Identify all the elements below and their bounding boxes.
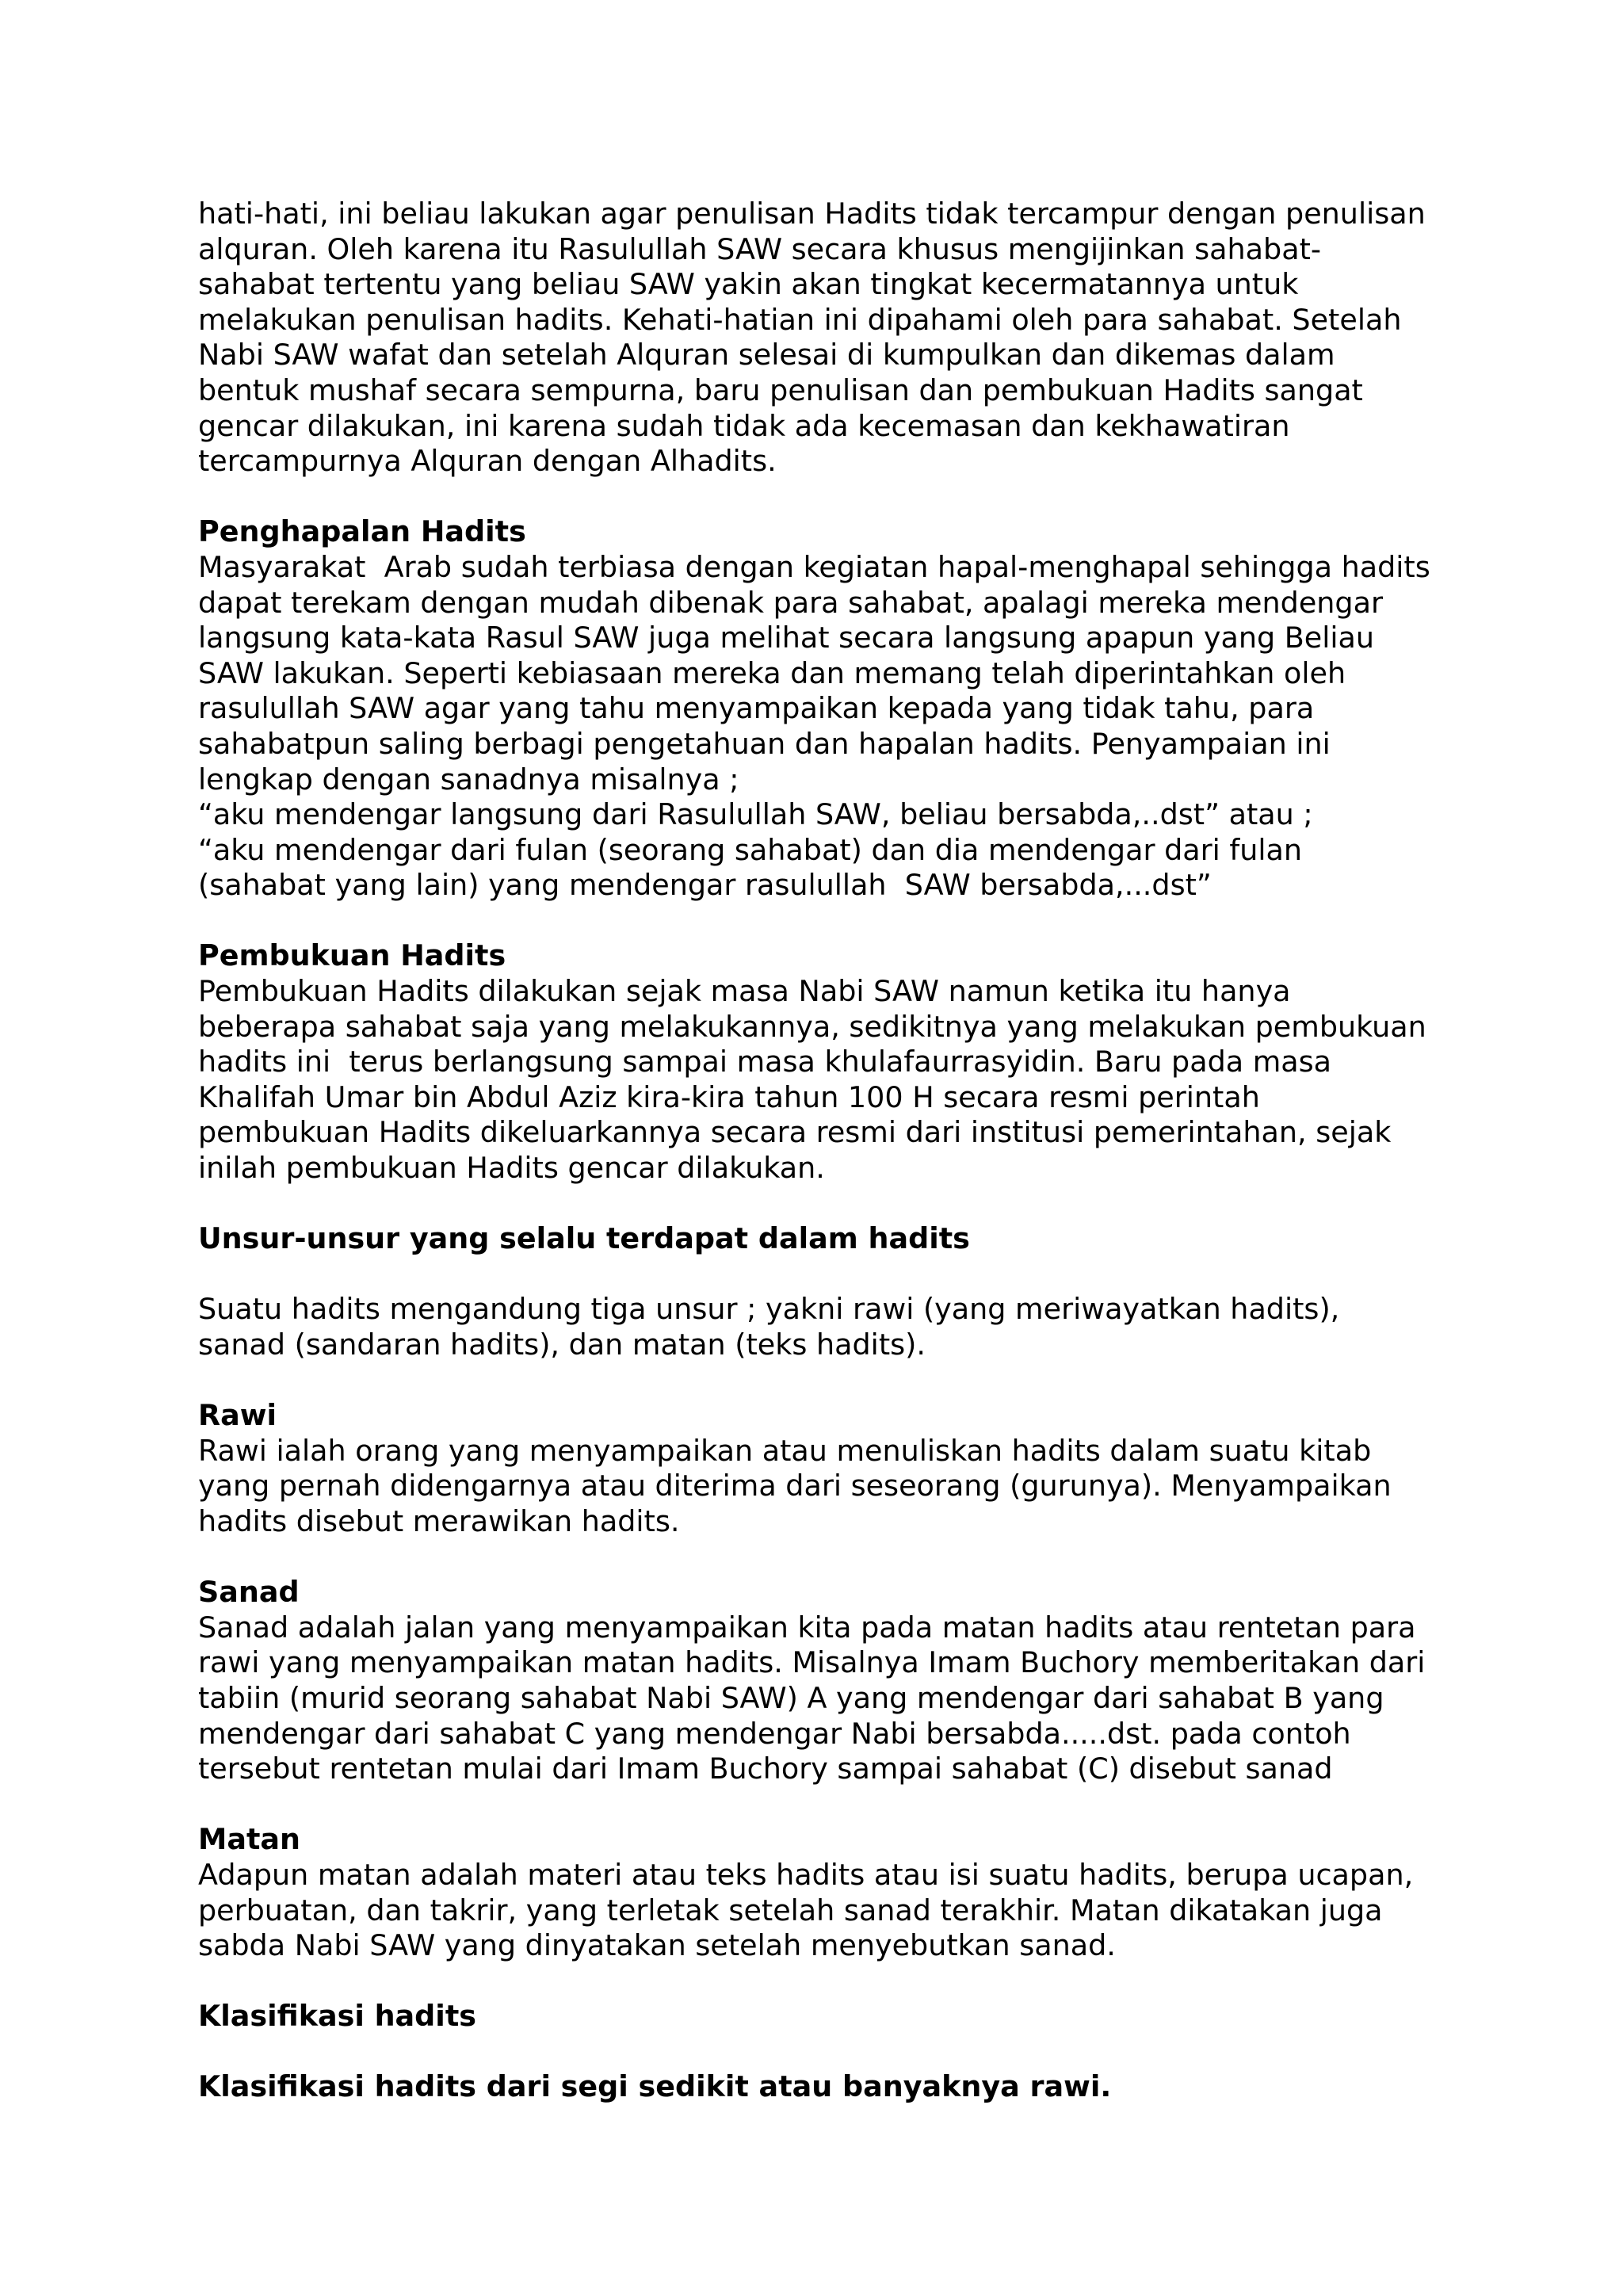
paragraph-line: sanad (sandaran hadits), dan matan (teks hadits). — [198, 1328, 926, 1362]
paragraph-line: beberapa sahabat saja yang melakukannya, sedikitnya yang melakukan pembukuan — [198, 1009, 1426, 1044]
section-sanad — [198, 1575, 1450, 1787]
section-matan — [198, 1822, 1450, 1963]
spacer — [198, 2034, 1450, 2070]
paragraph-line: Masyarakat Arab sudah terbiasa dengan kegiatan hapal-menghapal sehingga hadits — [198, 549, 1430, 584]
paragraph-line: yang pernah didengarnya atau diterima dari seseorang (gurunya). Menyampaikan — [198, 1469, 1392, 1503]
paragraph-line: melakukan penulisan hadits. Kehati-hatian ini dipahami oleh para sahabat. Setelah — [198, 302, 1402, 337]
paragraph-line: Rawi ialah orang yang menyampaikan atau menuliskan hadits dalam suatu kitab — [198, 1433, 1372, 1468]
paragraph-line: Sanad adalah jalan yang menyampaikan kita pada matan hadits atau rentetan para — [198, 1610, 1416, 1645]
paragraph-line: SAW lakukan. Seperti kebiasaan mereka dan memang telah diperintahkan oleh — [198, 655, 1346, 690]
section-heading: Klasifikasi hadits — [198, 1999, 476, 2034]
paragraph-line: Nabi SAW wafat dan setelah Alquran selesai di kumpulkan dan dikemas dalam — [198, 338, 1335, 372]
spacer — [198, 1186, 1450, 1222]
paragraph-line: Pembukuan Hadits dilakukan sejak masa Nabi SAW namun ketika itu hanya — [198, 974, 1291, 1009]
paragraph-line: alquran. Oleh karena itu Rasulullah SAW secara khusus mengijinkan sahabat- — [198, 231, 1322, 266]
section-heading: Matan — [198, 1822, 301, 1857]
spacer — [198, 1257, 1450, 1293]
section-heading: Rawi — [198, 1398, 277, 1433]
section-pembukuan — [198, 938, 1450, 1186]
section-klasifikasi — [198, 1999, 1450, 2105]
spacer — [198, 1363, 1450, 1399]
quote-line: “aku mendengar dari fulan (seorang sahabat) dan dia mendengar dari fulan — [198, 832, 1302, 867]
paragraph-line: langsung kata-kata Rasul SAW juga melihat secara langsung apapun yang Beliau — [198, 621, 1375, 655]
paragraph-line: tercampurnya Alquran dengan Alhadits. — [198, 444, 777, 479]
paragraph-line: gencar dilakukan, ini karena sudah tidak ada kecemasan dan kekhawatiran — [198, 408, 1290, 443]
document-page — [198, 197, 1450, 2105]
paragraph-line: hati-hati, ini beliau lakukan agar penulisan Hadits tidak tercampur dengan penulisan — [198, 197, 1426, 231]
paragraph-line: bentuk mushaf secara sempurna, baru penulisan dan pembukuan Hadits sangat — [198, 372, 1363, 407]
section-penghapalan — [198, 514, 1450, 904]
quote-line: “aku mendengar langsung dari Rasulullah SAW, beliau bersabda,..dst” atau ; — [198, 797, 1313, 832]
paragraph-line: hadits ini terus berlangsung sampai masa khulafaurrasyidin. Baru pada masa — [198, 1045, 1332, 1079]
intro-paragraph — [198, 197, 1450, 479]
quote-line: (sahabat yang lain) yang mendengar rasulullah SAW bersabda,...dst” — [198, 868, 1212, 903]
paragraph-line: hadits disebut merawikan hadits. — [198, 1503, 680, 1538]
paragraph-line: perbuatan, dan takrir, yang terletak setelah sanad terakhir. Matan dikatakan juga — [198, 1893, 1383, 1927]
paragraph-line: tersebut rentetan mulai dari Imam Buchory sampai sahabat (C) disebut sanad — [198, 1752, 1333, 1786]
paragraph-line: dapat terekam dengan mudah dibenak para sahabat, apalagi mereka mendengar — [198, 585, 1383, 620]
paragraph-line: sahabat tertentu yang beliau SAW yakin akan tingkat kecermatannya untuk — [198, 267, 1299, 302]
paragraph-line: rasulullah SAW agar yang tahu menyampaikan kepada yang tidak tahu, para — [198, 691, 1315, 726]
section-heading: Unsur-unsur yang selalu terdapat dalam hadits — [198, 1221, 970, 1256]
section-rawi — [198, 1398, 1450, 1539]
paragraph-line: Khalifah Umar bin Abdul Aziz kira-kira tahun 100 H secara resmi perintah — [198, 1079, 1260, 1114]
section-heading: Pembukuan Hadits — [198, 938, 506, 973]
spacer — [198, 1964, 1450, 2000]
paragraph-line: sahabatpun saling berbagi pengetahuan dan hapalan hadits. Penyampaian ini — [198, 726, 1331, 761]
spacer — [198, 1787, 1450, 1823]
section-unsur — [198, 1221, 1450, 1362]
paragraph-line: Suatu hadits mengandung tiga unsur ; yakni rawi (yang meriwayatkan hadits), — [198, 1292, 1340, 1327]
paragraph-line: lengkap dengan sanadnya misalnya ; — [198, 762, 739, 797]
section-heading: Sanad — [198, 1575, 300, 1610]
spacer — [198, 904, 1450, 939]
spacer — [198, 1540, 1450, 1576]
paragraph-line: rawi yang menyampaikan matan hadits. Misalnya Imam Buchory memberitakan dari — [198, 1645, 1426, 1680]
paragraph-line: tabiin (murid seorang sahabat Nabi SAW) A yang mendengar dari sahabat B yang — [198, 1680, 1384, 1715]
paragraph-line: Adapun matan adalah materi atau teks hadits atau isi suatu hadits, berupa ucapan, — [198, 1857, 1414, 1892]
paragraph-line: pembukuan Hadits dikeluarkannya secara resmi dari institusi pemerintahan, sejak — [198, 1115, 1392, 1150]
paragraph-line: inilah pembukuan Hadits gencar dilakukan. — [198, 1151, 825, 1186]
paragraph-line: mendengar dari sahabat C yang mendengar Nabi bersabda.....dst. pada contoh — [198, 1716, 1351, 1751]
spacer — [198, 479, 1450, 515]
paragraph-line: sabda Nabi SAW yang dinyatakan setelah menyebutkan sanad. — [198, 1928, 1116, 1963]
section-heading: Penghapalan Hadits — [198, 514, 526, 549]
section-subheading: Klasifikasi hadits dari segi sedikit atau banyaknya rawi. — [198, 2069, 1112, 2104]
